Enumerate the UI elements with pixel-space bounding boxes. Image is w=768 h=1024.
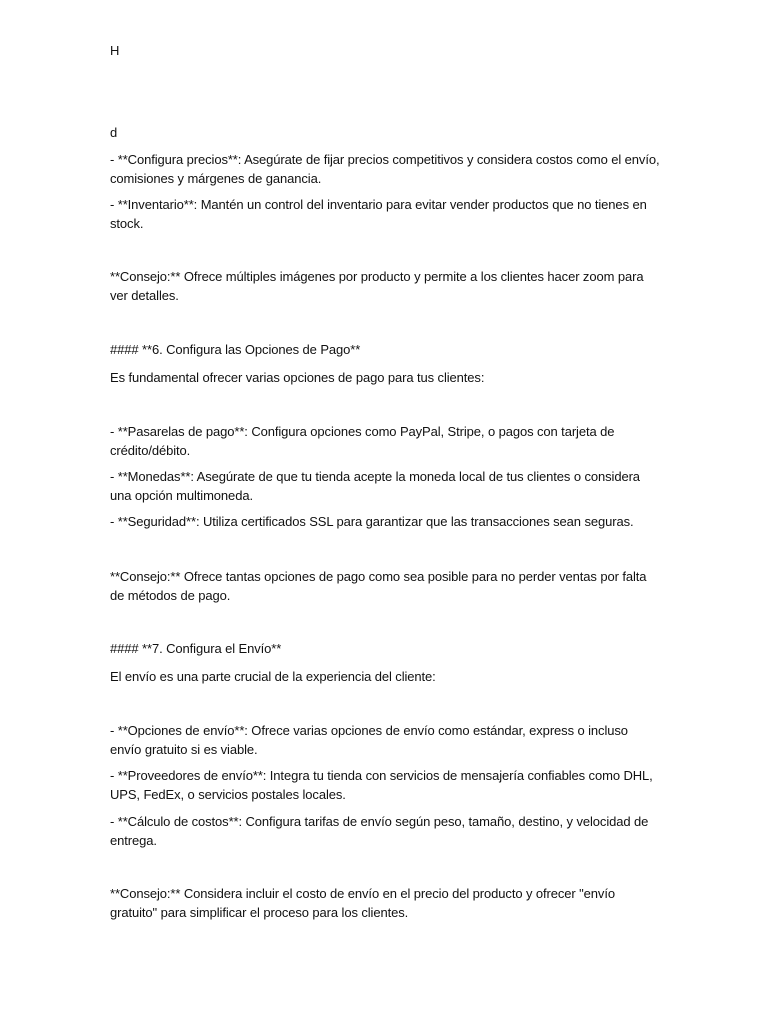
section-heading-envio: #### **7. Configura el Envío** xyxy=(110,641,282,656)
text-fragment-d: d xyxy=(110,125,118,140)
bullet-configura-precios: - **Configura precios**: Asegúrate de fijar precios competitivos y considera costos como el envío, comisiones y márgenes de ganancia. xyxy=(110,152,660,186)
text-fragment-h: H xyxy=(110,43,120,58)
bullet-pasarelas: - **Pasarelas de pago**: Configura opciones como PayPal, Stripe, o pagos con tarjeta de crédito/débito. xyxy=(110,424,615,458)
section-intro-pago: Es fundamental ofrecer varias opciones de pago para tus clientes: xyxy=(110,370,485,385)
bullet-opciones-envio: - **Opciones de envío**: Ofrece varias opciones de envío como estándar, express o incluso envío gratuito si es viable. xyxy=(110,723,628,757)
bullet-proveedores: - **Proveedores de envío**: Integra tu tienda con servicios de mensajería confiables como DHL, UPS, FedEx, o servicios postales locales. xyxy=(110,768,653,802)
bullet-monedas: - **Monedas**: Asegúrate de que tu tienda acepte la moneda local de tus clientes o considera una opción multimoneda. xyxy=(110,469,640,503)
tip-pago: **Consejo:** Ofrece tantas opciones de pago como sea posible para no perder ventas por falta de métodos de pago. xyxy=(110,569,647,603)
tip-imagenes: **Consejo:** Ofrece múltiples imágenes por producto y permite a los clientes hacer zoom para ver detalles. xyxy=(110,269,644,303)
section-heading-pago: #### **6. Configura las Opciones de Pago** xyxy=(110,342,361,357)
bullet-seguridad: - **Seguridad**: Utiliza certificados SSL para garantizar que las transacciones sean seguras. xyxy=(110,514,634,529)
tip-envio: **Consejo:** Considera incluir el costo de envío en el precio del producto y ofrecer "envío gratuito" para simplificar el proceso para los clientes. xyxy=(110,886,615,920)
bullet-calculo-costos: - **Cálculo de costos**: Configura tarifas de envío según peso, tamaño, destino, y velocidad de entrega. xyxy=(110,814,649,848)
bullet-inventario: - **Inventario**: Mantén un control del inventario para evitar vender productos que no tienes en stock. xyxy=(110,197,647,231)
section-intro-envio: El envío es una parte crucial de la experiencia del cliente: xyxy=(110,669,436,684)
